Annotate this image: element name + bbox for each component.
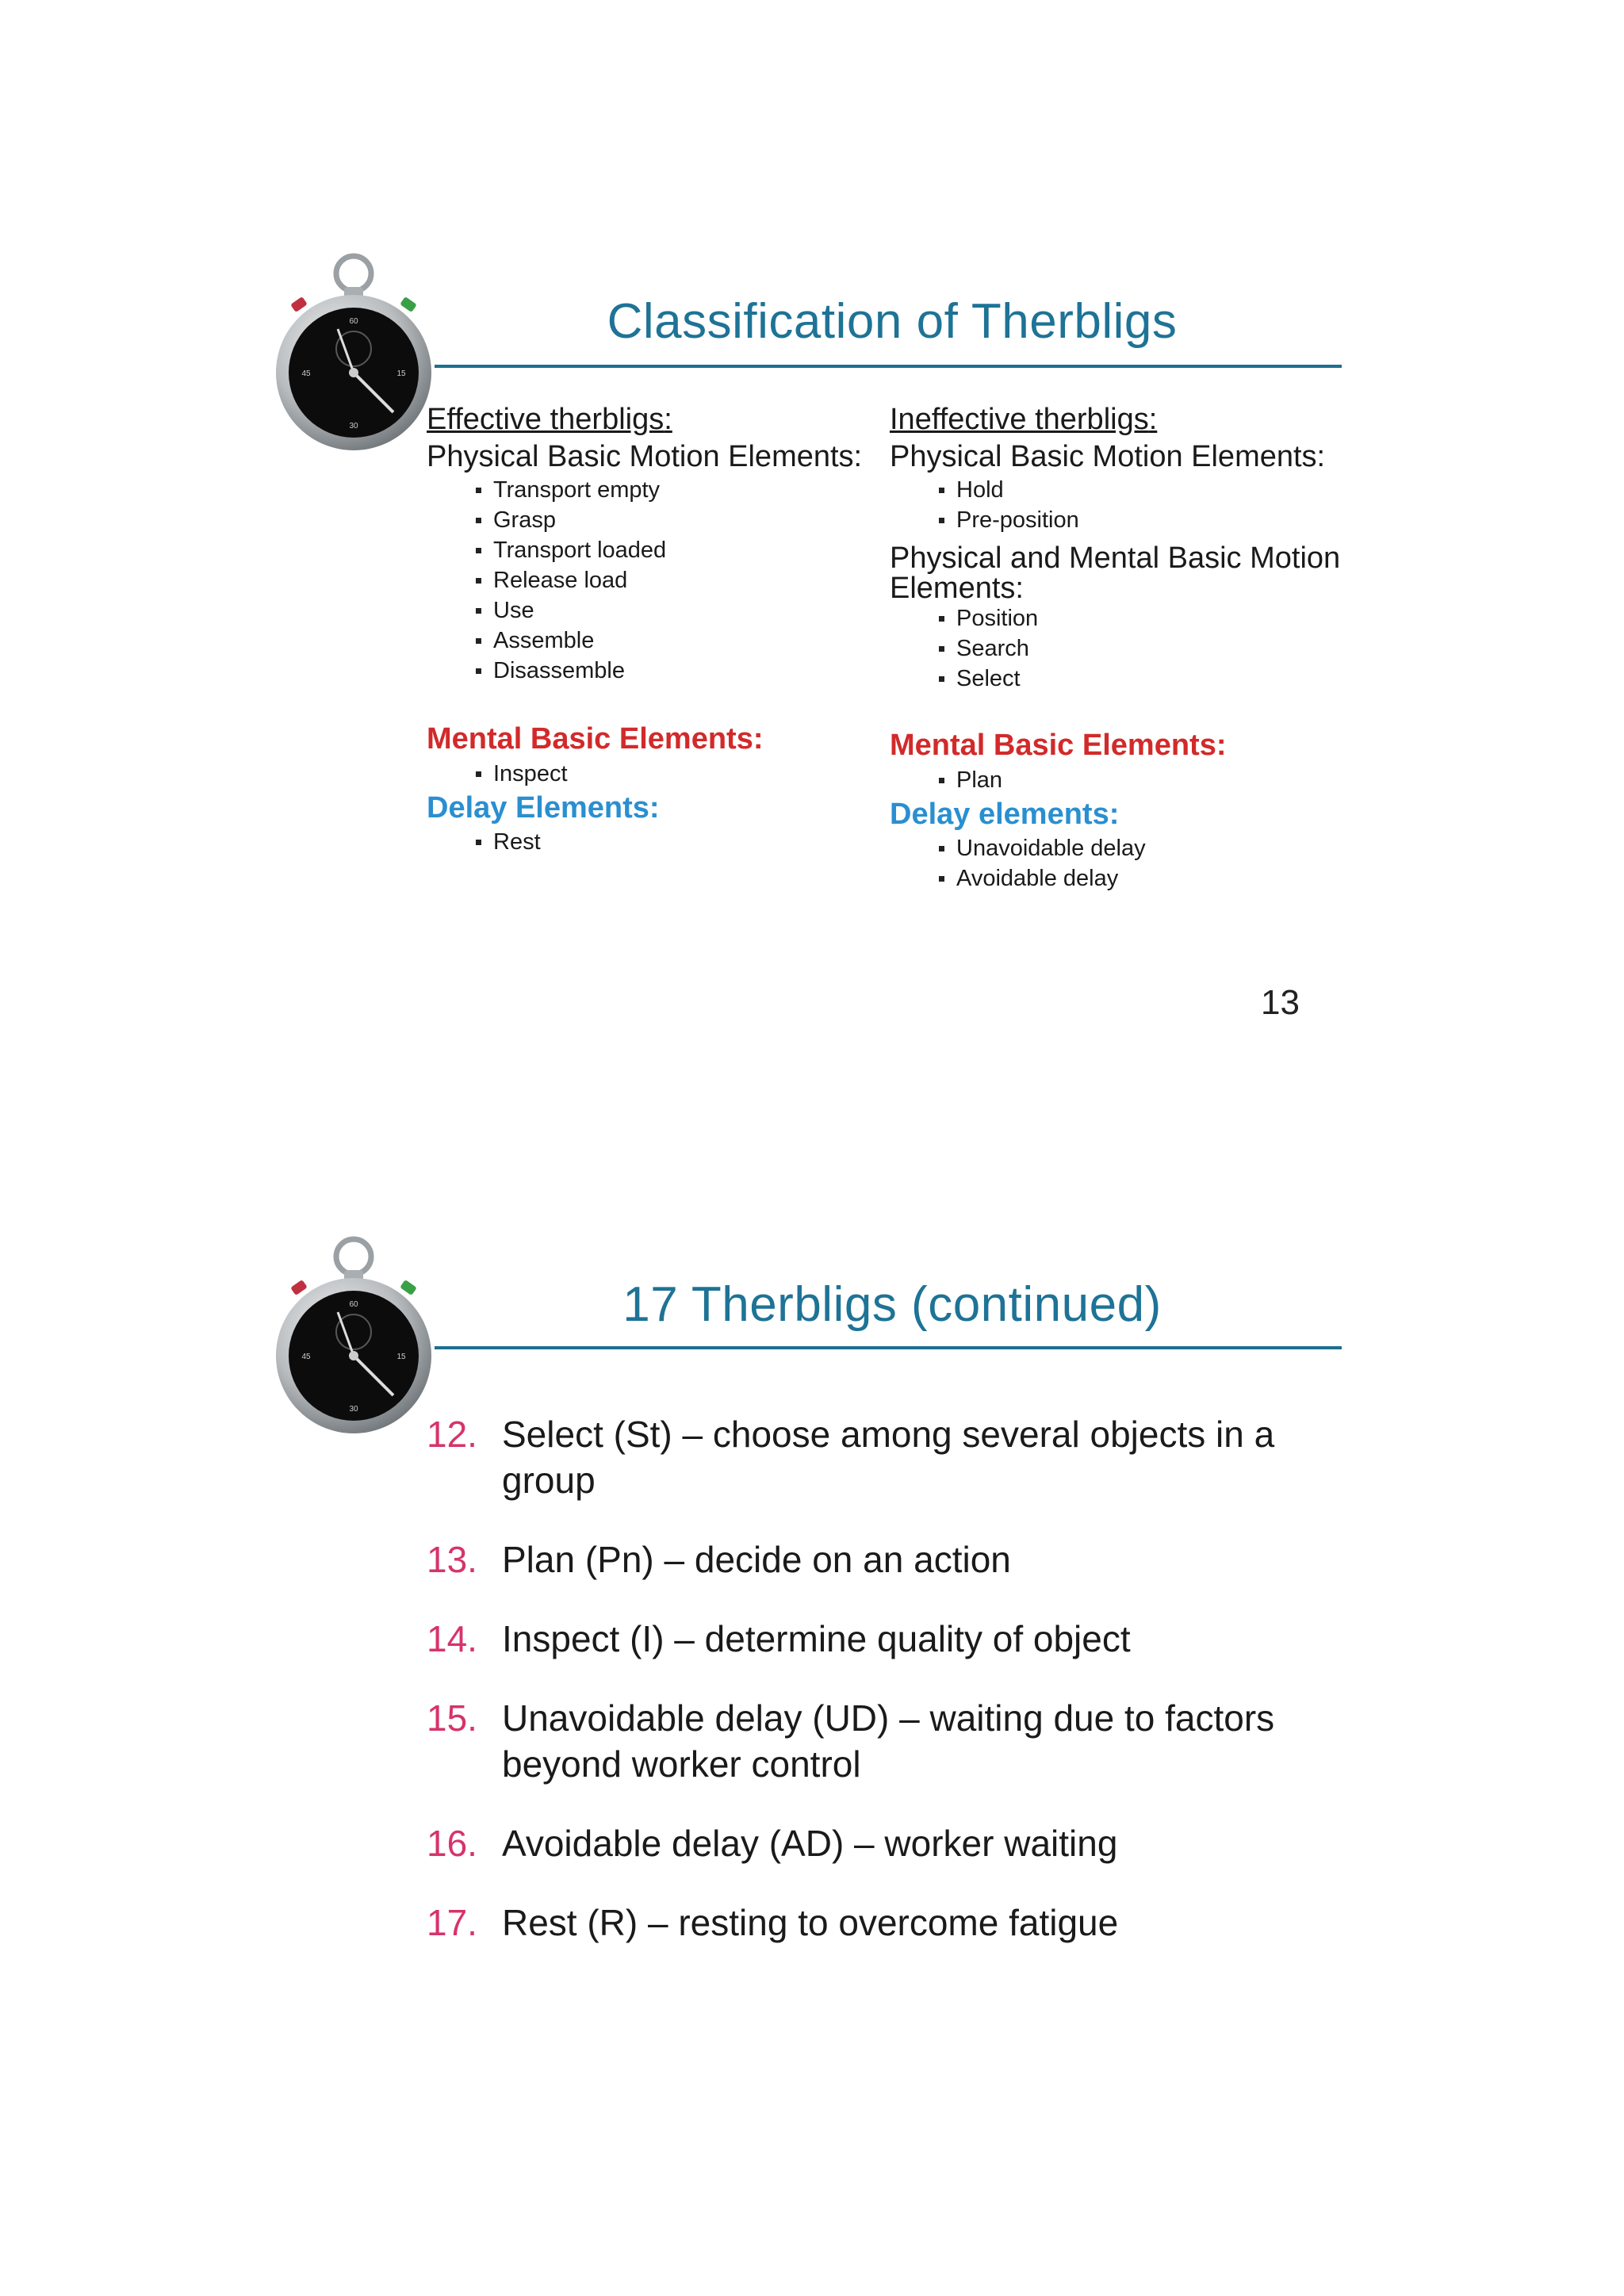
svg-text:30: 30 — [349, 422, 358, 430]
therblig-list — [427, 1411, 1315, 1979]
physical-mental-label: Physical and Mental Basic Motion Elements: — [890, 541, 1341, 605]
list-item: Avoidable delay — [939, 863, 1397, 894]
list-item: Plan — [939, 765, 1397, 795]
list-item — [427, 1536, 1315, 1582]
item-number: 14. — [427, 1618, 477, 1659]
svg-text:60: 60 — [349, 1300, 358, 1309]
list-item: Release load — [476, 565, 894, 595]
item-text: Inspect (I) – determine quality of object — [502, 1618, 1131, 1659]
list-item — [427, 1411, 1315, 1503]
item-text: Plan (Pn) – decide on an action — [502, 1539, 1011, 1580]
list-item: Use — [476, 595, 894, 626]
delay-label: Delay Elements: — [427, 791, 660, 825]
svg-text:30: 30 — [349, 1405, 358, 1414]
ineffective-column — [890, 400, 1397, 894]
slide-title: Classification of Therbligs — [607, 294, 1178, 349]
list-item: Rest — [476, 827, 894, 857]
slide-classification — [0, 238, 1624, 1070]
delay-list — [890, 833, 1397, 894]
mental-label: Mental Basic Elements: — [890, 729, 1227, 762]
item-text: Avoidable delay (AD) – worker waiting — [502, 1823, 1118, 1864]
delay-label: Delay elements: — [890, 798, 1120, 831]
svg-text:15: 15 — [396, 369, 406, 378]
list-item: Inspect — [476, 759, 894, 789]
list-item: Position — [939, 603, 1397, 633]
mental-list — [427, 759, 894, 789]
item-number: 16. — [427, 1823, 477, 1864]
list-item: Transport empty — [476, 475, 894, 505]
slide-title: 17 Therbligs (continued) — [622, 1277, 1162, 1332]
physical-list — [890, 475, 1397, 535]
svg-text:45: 45 — [301, 1353, 311, 1361]
item-number: 13. — [427, 1539, 477, 1580]
delay-list — [427, 827, 894, 857]
item-text: Rest (R) – resting to overcome fatigue — [502, 1902, 1119, 1943]
list-item: Disassemble — [476, 656, 894, 686]
item-text: Unavoidable delay (UD) – waiting due to factors beyond worker control — [502, 1697, 1275, 1785]
page-number: 13 — [1261, 983, 1300, 1022]
svg-text:15: 15 — [396, 1353, 406, 1361]
list-item — [427, 1820, 1315, 1866]
list-item — [427, 1616, 1315, 1662]
title-divider — [435, 1346, 1342, 1349]
column-heading: Effective therbligs: — [427, 403, 672, 436]
slide-therbligs-continued — [0, 1221, 1624, 2014]
list-item — [427, 1900, 1315, 1946]
list-item: Select — [939, 664, 1397, 694]
list-item: Grasp — [476, 505, 894, 535]
list-item: Unavoidable delay — [939, 833, 1397, 863]
svg-text:60: 60 — [349, 317, 358, 326]
physical-mental-list — [890, 603, 1397, 694]
physical-label: Physical Basic Motion Elements: — [890, 440, 1326, 473]
physical-label: Physical Basic Motion Elements: — [427, 440, 863, 473]
list-item: Transport loaded — [476, 535, 894, 565]
item-text: Select (St) – choose among several objects in a group — [502, 1414, 1275, 1501]
list-item — [427, 1695, 1315, 1787]
mental-label: Mental Basic Elements: — [427, 722, 764, 756]
list-item: Assemble — [476, 626, 894, 656]
list-item: Search — [939, 633, 1397, 664]
list-item: Hold — [939, 475, 1397, 505]
column-heading: Ineffective therbligs: — [890, 403, 1158, 436]
item-number: 12. — [427, 1414, 477, 1455]
stopwatch-icon — [274, 1229, 441, 1443]
stopwatch-icon — [274, 246, 441, 460]
physical-list — [427, 475, 894, 686]
title-divider — [435, 365, 1342, 368]
item-number: 17. — [427, 1902, 477, 1943]
mental-list — [890, 765, 1397, 795]
svg-text:45: 45 — [301, 369, 311, 378]
item-number: 15. — [427, 1697, 477, 1739]
list-item: Pre-position — [939, 505, 1397, 535]
effective-column — [427, 400, 894, 857]
